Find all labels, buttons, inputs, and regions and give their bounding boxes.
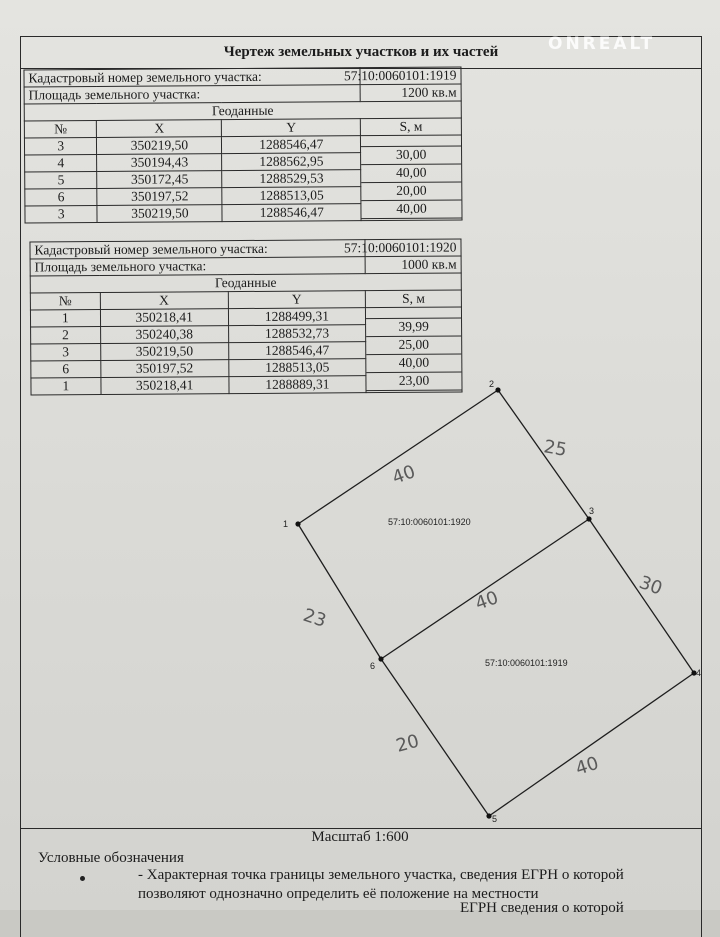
handwritten-length: 40 bbox=[472, 587, 502, 615]
watermark-text: ONREALT bbox=[548, 34, 656, 54]
col-s: S, м bbox=[361, 118, 462, 136]
cell-y: 1288513,05 bbox=[228, 359, 366, 377]
geodata-header: Геоданные bbox=[24, 101, 461, 121]
cell-n: 3 bbox=[24, 138, 97, 156]
cell-y: 1288532,73 bbox=[228, 325, 366, 343]
point-marker bbox=[486, 813, 491, 818]
area-label: Площадь земельного участка: bbox=[28, 86, 201, 103]
document-title: Чертеж земельных участков и их частей bbox=[20, 36, 702, 69]
cell-x: 350218,41 bbox=[101, 377, 229, 395]
col-x: X bbox=[97, 120, 222, 138]
area-value: 1200 кв.м bbox=[360, 84, 461, 102]
cell-y: 1288513,05 bbox=[222, 187, 361, 205]
cell-y: 1288562,95 bbox=[222, 153, 361, 171]
cell-n: 1 bbox=[30, 310, 100, 327]
cell-y: 1288546,47 bbox=[222, 204, 361, 222]
cadastral-label: Кадастровый номер земельного участка: bbox=[28, 68, 262, 86]
cell-n: 6 bbox=[25, 189, 98, 207]
plot-label-1920: 57:10:0060101:1920 bbox=[388, 517, 471, 527]
cell-x: 350240,38 bbox=[100, 326, 228, 344]
cell-n: 6 bbox=[31, 361, 101, 378]
cadastral-number: 57:10:0060101:1919 bbox=[343, 67, 457, 84]
distance-value: 40,00 bbox=[366, 353, 461, 372]
point-marker bbox=[495, 387, 500, 392]
cell-n: 5 bbox=[25, 172, 98, 190]
distance-value: 23,00 bbox=[367, 371, 462, 391]
col-x: X bbox=[100, 292, 228, 310]
legend-item-text: - Характерная точка границы земельного участка, сведения ЕГРН о которой bbox=[138, 867, 624, 883]
legend-item-text-cont: позволяют однозначно определить её положение на местности bbox=[138, 886, 539, 902]
cell-y: 1288546,47 bbox=[228, 342, 366, 360]
boundary-6-1 bbox=[298, 524, 381, 659]
col-y: Y bbox=[222, 119, 361, 137]
cell-n: 4 bbox=[25, 155, 98, 173]
distance-value: 30,00 bbox=[361, 145, 461, 164]
point-marker bbox=[586, 516, 591, 521]
cadastral-number: 57:10:0060101:1920 bbox=[343, 239, 457, 256]
col-number: № bbox=[24, 121, 97, 139]
legend-item-text-cut: ЕГРН сведения о которой bbox=[460, 900, 624, 916]
point-label: 5 bbox=[492, 814, 498, 824]
cell-x: 350218,41 bbox=[100, 309, 228, 327]
cell-n: 3 bbox=[25, 206, 98, 224]
scale-label: Масштаб 1:600 bbox=[311, 829, 409, 845]
cell-n: 2 bbox=[31, 327, 101, 344]
boundary-4-5 bbox=[489, 673, 694, 816]
handwritten-length: 40 bbox=[389, 461, 419, 489]
point-label: 3 bbox=[589, 506, 595, 516]
cadastral-label: Кадастровый номер земельного участка: bbox=[34, 240, 268, 258]
cell-n: 1 bbox=[31, 378, 101, 395]
boundary-1-2 bbox=[298, 390, 498, 524]
cell-x: 350194,43 bbox=[97, 154, 222, 172]
cell-y: 1288529,53 bbox=[222, 170, 361, 188]
cell-x: 350197,52 bbox=[97, 188, 222, 206]
cell-x: 350172,45 bbox=[97, 171, 222, 189]
cell-n: 3 bbox=[31, 344, 101, 361]
handwritten-length: 23 bbox=[300, 604, 329, 632]
col-y: Y bbox=[228, 291, 366, 309]
cell-y: 1288889,31 bbox=[228, 376, 366, 394]
point-marker bbox=[378, 656, 383, 661]
point-marker bbox=[295, 521, 300, 526]
area-value: 1000 кв.м bbox=[365, 256, 461, 274]
distance-value: 25,00 bbox=[366, 335, 461, 354]
boundary-3-4 bbox=[589, 519, 694, 673]
cell-x: 350219,50 bbox=[97, 137, 222, 155]
area-label: Площадь земельного участка: bbox=[34, 258, 207, 275]
distance-value: 40,00 bbox=[361, 163, 461, 182]
cell-y: 1288546,47 bbox=[222, 136, 361, 154]
distance-value: 20,00 bbox=[362, 181, 462, 200]
cell-x: 350219,50 bbox=[97, 205, 222, 223]
boundary-6-3 bbox=[381, 519, 589, 659]
handwritten-length: 40 bbox=[573, 752, 602, 780]
cell-x: 350197,52 bbox=[101, 360, 229, 378]
handwritten-length: 30 bbox=[636, 571, 665, 600]
cell-y: 1288499,31 bbox=[228, 308, 366, 326]
col-s: S, м bbox=[366, 290, 462, 308]
point-label: 1 bbox=[283, 519, 289, 529]
point-label: 6 bbox=[370, 661, 376, 671]
point-label: 2 bbox=[489, 379, 495, 389]
legend-point-symbol bbox=[80, 876, 85, 881]
plot-label-1919: 57:10:0060101:1919 bbox=[485, 658, 568, 668]
handwritten-length: 25 bbox=[542, 436, 569, 461]
col-number: № bbox=[30, 293, 100, 310]
point-label: 4 bbox=[696, 668, 702, 678]
distance-value: 40,00 bbox=[362, 199, 462, 219]
distance-value: 39,99 bbox=[366, 317, 461, 336]
cell-x: 350219,50 bbox=[100, 343, 228, 361]
handwritten-length: 20 bbox=[393, 730, 422, 757]
legend-title: Условные обозначения bbox=[38, 850, 184, 866]
geodata-header: Геоданные bbox=[30, 273, 461, 293]
